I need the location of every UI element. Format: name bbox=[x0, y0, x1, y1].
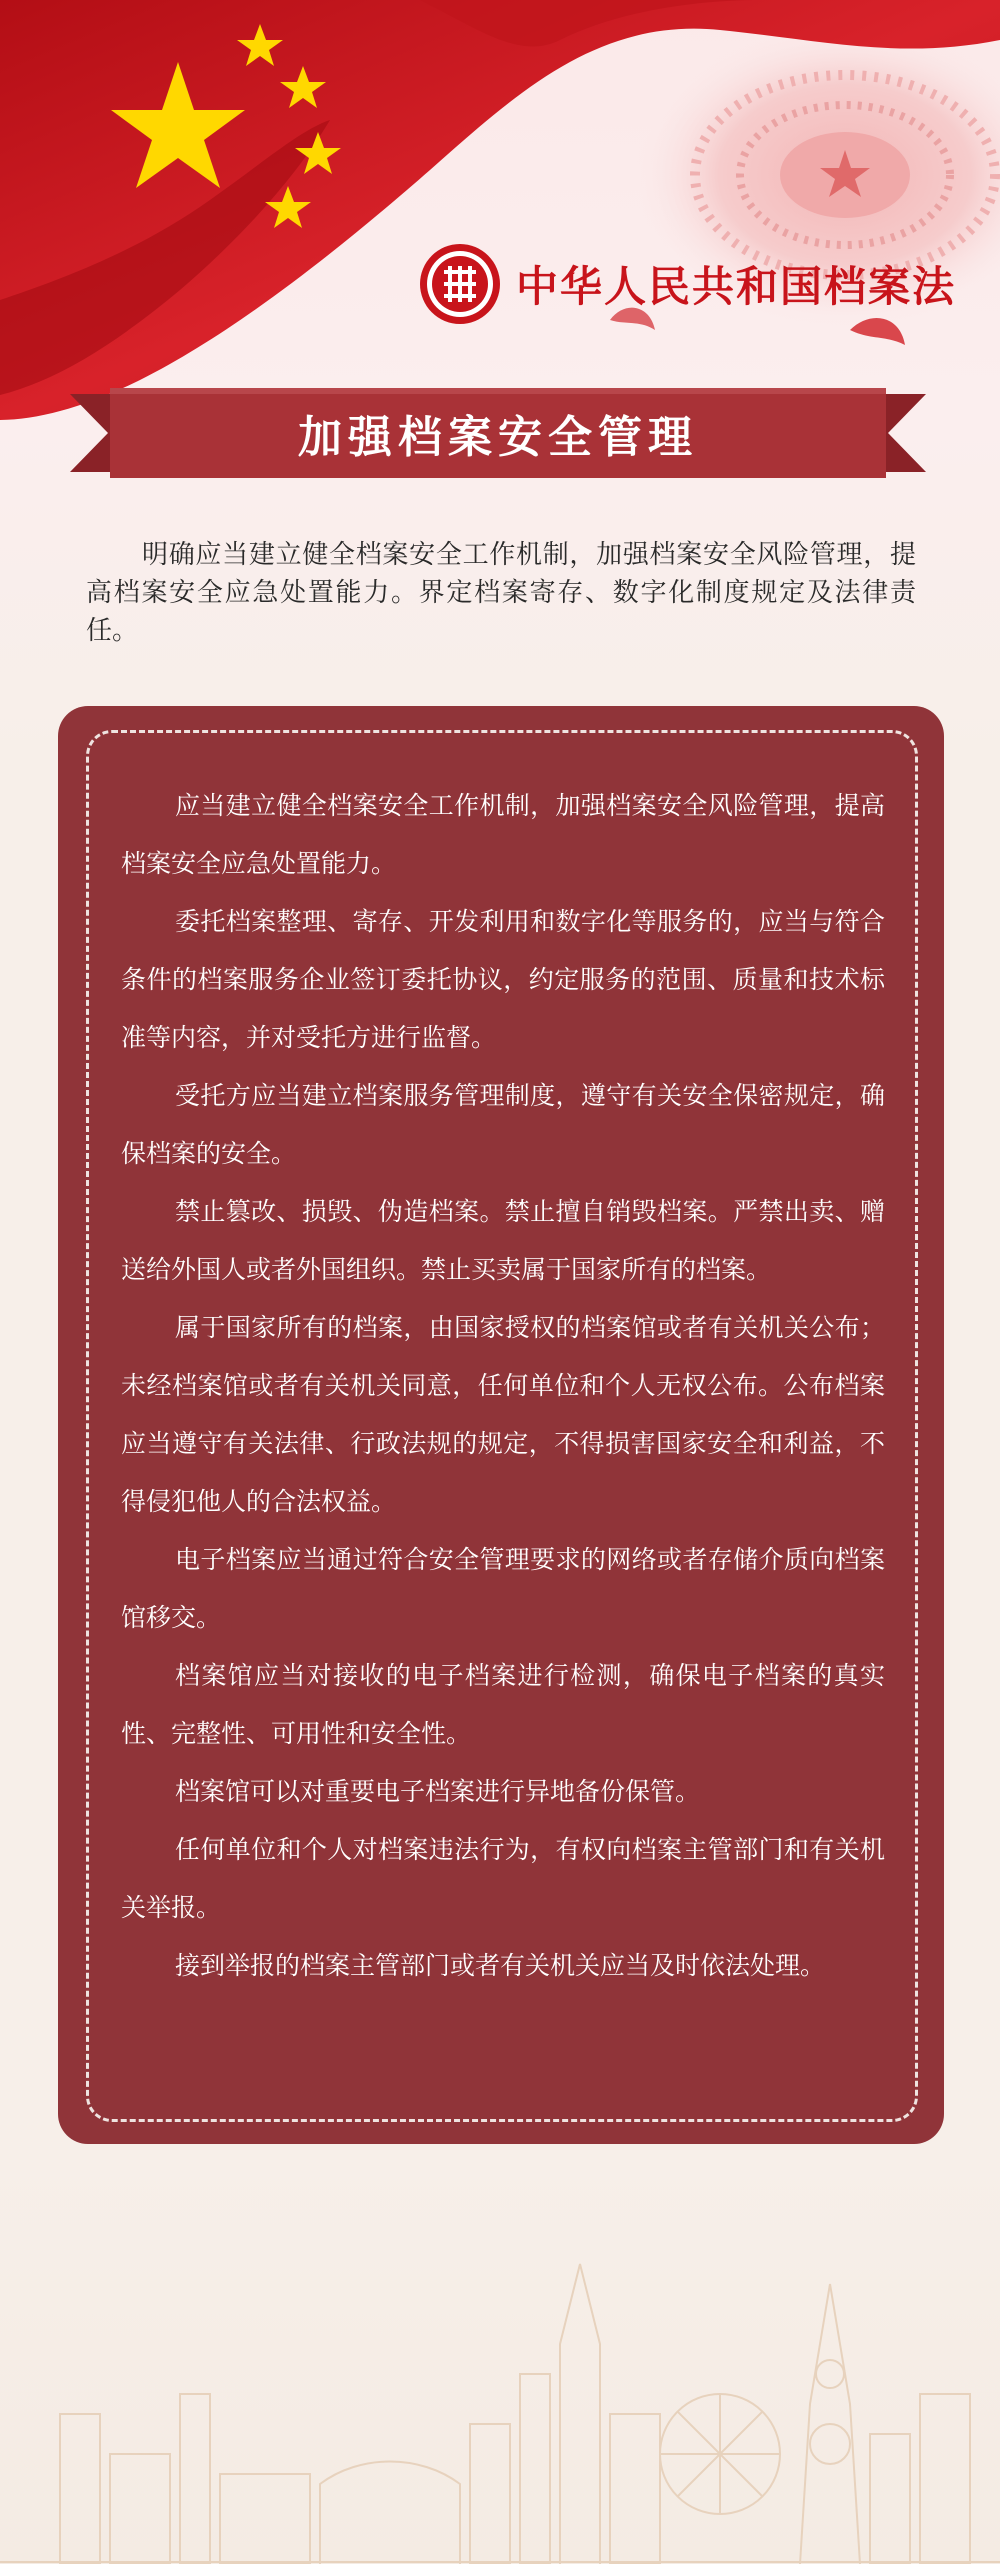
brand bbox=[418, 242, 956, 326]
flag-background bbox=[0, 0, 1000, 420]
content-box bbox=[58, 706, 944, 2144]
brand-title: 中华人民共和国档案法 bbox=[516, 262, 957, 311]
paragraph: 档案馆应当对接收的电子档案进行检测，确保电子档案的真实性、完整性、可用性和安全性。 bbox=[121, 1661, 885, 1748]
paragraph: 档案馆可以对重要电子档案进行异地备份保管。 bbox=[175, 1777, 701, 1806]
paragraph: 属于国家所有的档案，由国家授权的档案馆或者有关机关公布；未经档案馆或者有关机关同意，任何单位和个人无权公布。公布档案应当遵守有关法律、行政法规的规定，不得损害国家安全和利益，不得侵犯他人的合法权益。 bbox=[121, 1313, 885, 1516]
paragraph: 任何单位和个人对档案违法行为，有权向档案主管部门和有关机关举报。 bbox=[121, 1835, 885, 1922]
paragraph: 禁止篡改、损毁、伪造档案。禁止擅自销毁档案。严禁出卖、赠送给外国人或者外国组织。禁止买卖属于国家所有的档案。 bbox=[121, 1197, 885, 1284]
content-paragraphs bbox=[121, 777, 885, 1995]
paragraph: 受托方应当建立档案服务管理制度，遵守有关安全保密规定，确保档案的安全。 bbox=[121, 1081, 885, 1168]
china-archives-seal-icon bbox=[418, 242, 502, 326]
section-banner bbox=[70, 384, 926, 482]
paragraph: 接到举报的档案主管部门或者有关机关应当及时依法处理。 bbox=[175, 1951, 826, 1980]
city-skyline-illustration bbox=[0, 2224, 1000, 2564]
paragraph: 应当建立健全档案安全工作机制，加强档案安全风险管理，提高档案安全应急处置能力。 bbox=[121, 791, 885, 878]
banner-title: 加强档案安全管理 bbox=[298, 412, 698, 463]
content-dashed-frame bbox=[86, 730, 918, 2122]
paragraph: 委托档案整理、寄存、开发利用和数字化等服务的，应当与符合条件的档案服务企业签订委托协议，约定服务的范围、质量和技术标准等内容，并对受托方进行监督。 bbox=[121, 907, 885, 1052]
bottom-background bbox=[0, 2160, 1000, 2564]
paragraph: 电子档案应当通过符合安全管理要求的网络或者存储介质向档案馆移交。 bbox=[121, 1545, 885, 1632]
intro-text: 明确应当建立健全档案安全工作机制，加强档案安全风险管理，提高档案安全应急处置能力。界定档案寄存、数字化制度规定及法律责任。 bbox=[86, 540, 916, 646]
